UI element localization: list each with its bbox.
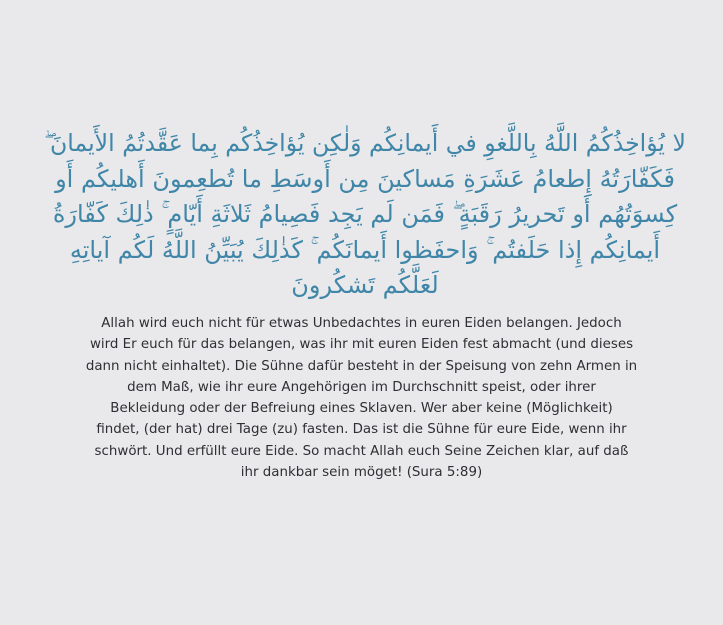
translation-line: ihr dankbar sein möget! (Sura 5:89): [240, 465, 483, 481]
arabic-verse: [40, 126, 690, 304]
arabic-verse-line: كِسوَتُهُم أَو تَحريرُ رَقَبَةٍ ۖ فَمَن لَم يَجِد فَصِيامُ ثَلاثَةِ أَيّامٍ ۚ ذٰلِكَ كَفّارَةُ: [52, 200, 678, 228]
translation-line: dem Maß, wie ihr eure Angehörigen im Durchschnitt speist, oder ihrer: [127, 379, 596, 395]
translation-line: Bekleidung oder der Befreiung eines Sklaven. Wer aber keine (Möglichkeit): [110, 401, 613, 417]
translation-line: Allah wird euch nicht für etwas Unbedachtes in euren Eiden belangen. Jedoch: [101, 316, 622, 331]
arabic-verse-line: أَيمانِكُم إِذا حَلَفتُم ۚ وَاحفَظوا أَيمانَكُم ۚ كَذٰلِكَ يُبَيِّنُ اللَّهُ لَكُم آياتِهِ: [69, 235, 661, 264]
translation-line: wird Er euch für das belangen, was ihr mit euren Eiden fest abmacht (und dieses: [89, 337, 634, 353]
german-translation: [56, 313, 667, 483]
arabic-verse-line: لَعَلَّكُم تَشكُرونَ: [291, 271, 439, 299]
arabic-verse-line: لا يُؤاخِذُكُمُ اللَّهُ بِاللَّغوِ في أَيمانِكُم وَلٰكِن يُؤاخِذُكُم بِما عَقَّدتُمُ الأَيمانَ ۖ: [44, 129, 686, 157]
arabic-verse-line: فَكَفّارَتُهُ إِطعامُ عَشَرَةِ مَساكينَ مِن أَوسَطِ ما تُطعِمونَ أَهليكُم أَو: [55, 164, 675, 193]
translation-line: schwört. Und erfüllt eure Eide. So macht Allah euch Seine Zeichen klar, auf daß: [94, 443, 629, 459]
translation-line: dann nicht einhaltet). Die Sühne dafür besteht in der Speisung von zehn Armen in: [85, 358, 638, 374]
translation-line: findet, (der hat) drei Tage (zu) fasten. Das ist die Sühne für eure Eide, wenn ihr: [96, 422, 627, 438]
